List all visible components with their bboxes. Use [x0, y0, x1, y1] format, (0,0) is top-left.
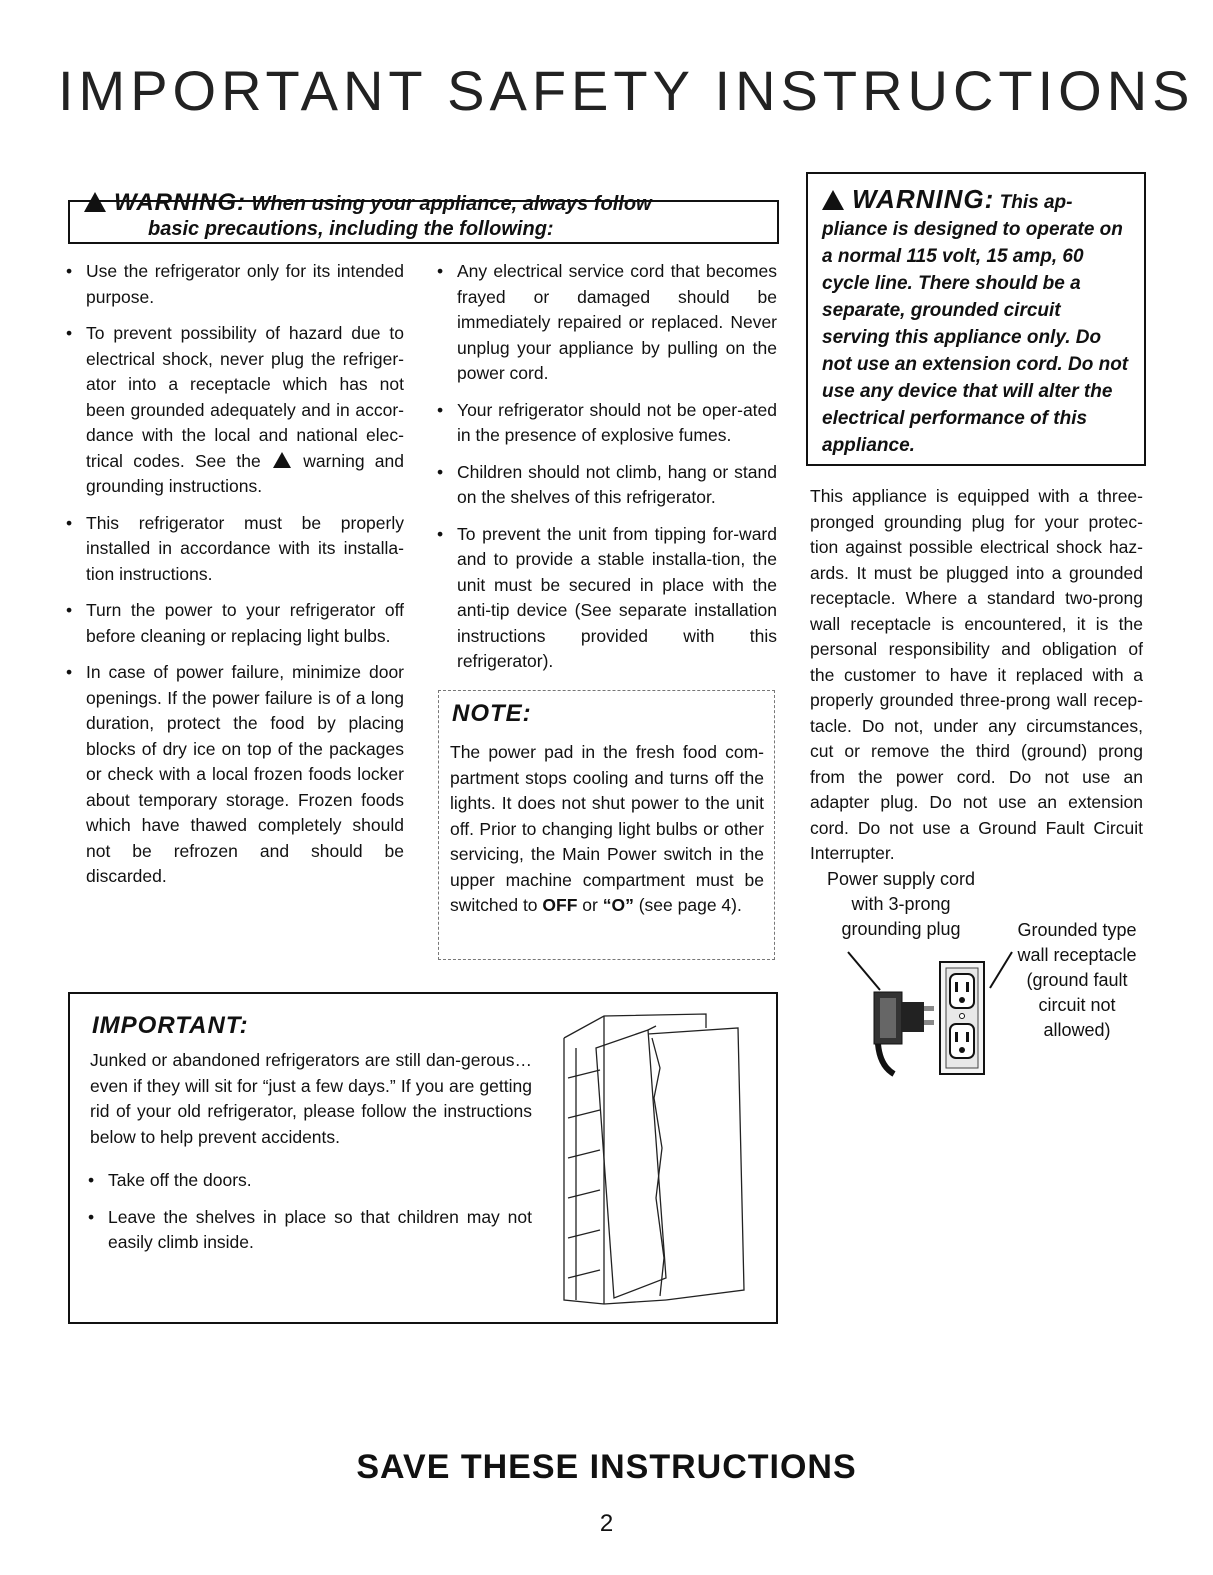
list-item: • Take off the doors. [88, 1168, 532, 1194]
important-text: Junked or abandoned refrigerators are still dan-gerous…even if they will sit for “just a few days.” If you are getting rid of your old refrigerator, please follow the instructions below to help prevent accidents. [90, 1050, 532, 1147]
list-item: • Use the refrigerator only for its intended purpose. [66, 259, 404, 310]
plug-caption: Power supply cord with 3-prong grounding plug [826, 869, 976, 939]
warning-banner [84, 190, 774, 242]
warning-label: WARNING: [114, 189, 246, 216]
important-title: IMPORTANT: [92, 1012, 249, 1039]
refrigerator-illustration [556, 1008, 766, 1310]
warning-triangle-icon [84, 192, 106, 212]
note-text: The power pad in the fresh food com-partment stops cooling and turns off the lights. It does not shut power to the unit off. Prior to changing light bulbs or other servicing, the Main Power switch in the upper machine compartment must be switched to OFF or “O” (see page 4). [450, 742, 764, 915]
warning-triangle-icon [822, 190, 844, 210]
list-item: • This refrigerator must be properly installed in accordance with its installa-tion instructions. [66, 511, 404, 588]
save-instructions-heading: SAVE THESE INSTRUCTIONS [356, 1448, 857, 1486]
warning-line2: basic precautions, including the following: [148, 218, 554, 240]
electrical-warning: WARNING: This ap- pliance is designed to operate on a normal 115 volt, 15 amp, 60 cycle line. There should be a separate, grounded circuit serving this appliance only. Do not use an extension cord. Do not use any device that will alter the electrical performance of this appliance. [822, 184, 1129, 456]
list-item: • Turn the power to your refrigerator off before cleaning or replacing light bulbs. [66, 598, 404, 649]
list-item: • Leave the shelves in place so that children may not easily climb inside. [88, 1205, 532, 1256]
list-item: • Any electrical service cord that becomes frayed or damaged should be immediately repaired or replaced. Never unplug your appliance by pulling on the power cord. [437, 259, 777, 387]
plug-receptacle-illustration [840, 944, 1030, 1084]
plug-icon [874, 992, 934, 1074]
precautions-list-left [66, 259, 404, 901]
precautions-list-right [437, 259, 777, 686]
receptacle-caption: Grounded type wall receptacle (ground fault circuit not allowed) [1017, 920, 1137, 1040]
wall-receptacle-icon [940, 962, 984, 1074]
list-item: • To prevent the unit from tipping for-ward and to provide a stable installa-tion, the unit must be secured in place with the anti-tip device (See separate installation instructions provided with this refrigerator). [437, 522, 777, 675]
plug-pointer-line [848, 952, 880, 990]
page-number: 2 [599, 1510, 614, 1537]
important-list [88, 1168, 532, 1267]
list-item: • To prevent possibility of hazard due to electrical shock, never plug the refriger-ator into a receptacle which has not been grounded adequately and in accor-dance with the local and national elec-trical codes. See the warning and grounding instructions. [66, 321, 404, 500]
receptacle-pointer-line [990, 952, 1012, 988]
grounding-paragraph: This appliance is equipped with a three-pronged grounding plug for your protec-tion against possible electrical shock haz-ards. It must be plugged into a grounded receptacle. Where a standard two-prong wall receptacle is encountered, it is the personal responsibility and obligation of the customer to have it replaced with a properly grounded three-prong wall recep-tacle. Do not, under any circumstances, cut or remove the third (ground) prong from the power cord. Do not use an adapter plug. Do not use an extension cord. Do not use a Ground Fault Circuit Interrupter. [810, 486, 1143, 863]
warning-triangle-icon [273, 452, 291, 468]
page-title: IMPORTANT SAFETY INSTRUCTIONS [58, 59, 1195, 122]
list-item: • Your refrigerator should not be oper-ated in the presence of explosive fumes. [437, 398, 777, 449]
list-item: • Children should not climb, hang or stand on the shelves of this refrigerator. [437, 460, 777, 511]
list-item: • In case of power failure, minimize door openings. If the power failure is of a long duration, protect the food by placing blocks of dry ice on top of the packages or check with a local frozen foods locker about temporary storage. Frozen foods which have thawed completely should not be refrozen and should be discarded. [66, 660, 404, 890]
note-title: NOTE: [452, 700, 532, 727]
warning-line1: When using your appliance, always follow [251, 193, 652, 215]
